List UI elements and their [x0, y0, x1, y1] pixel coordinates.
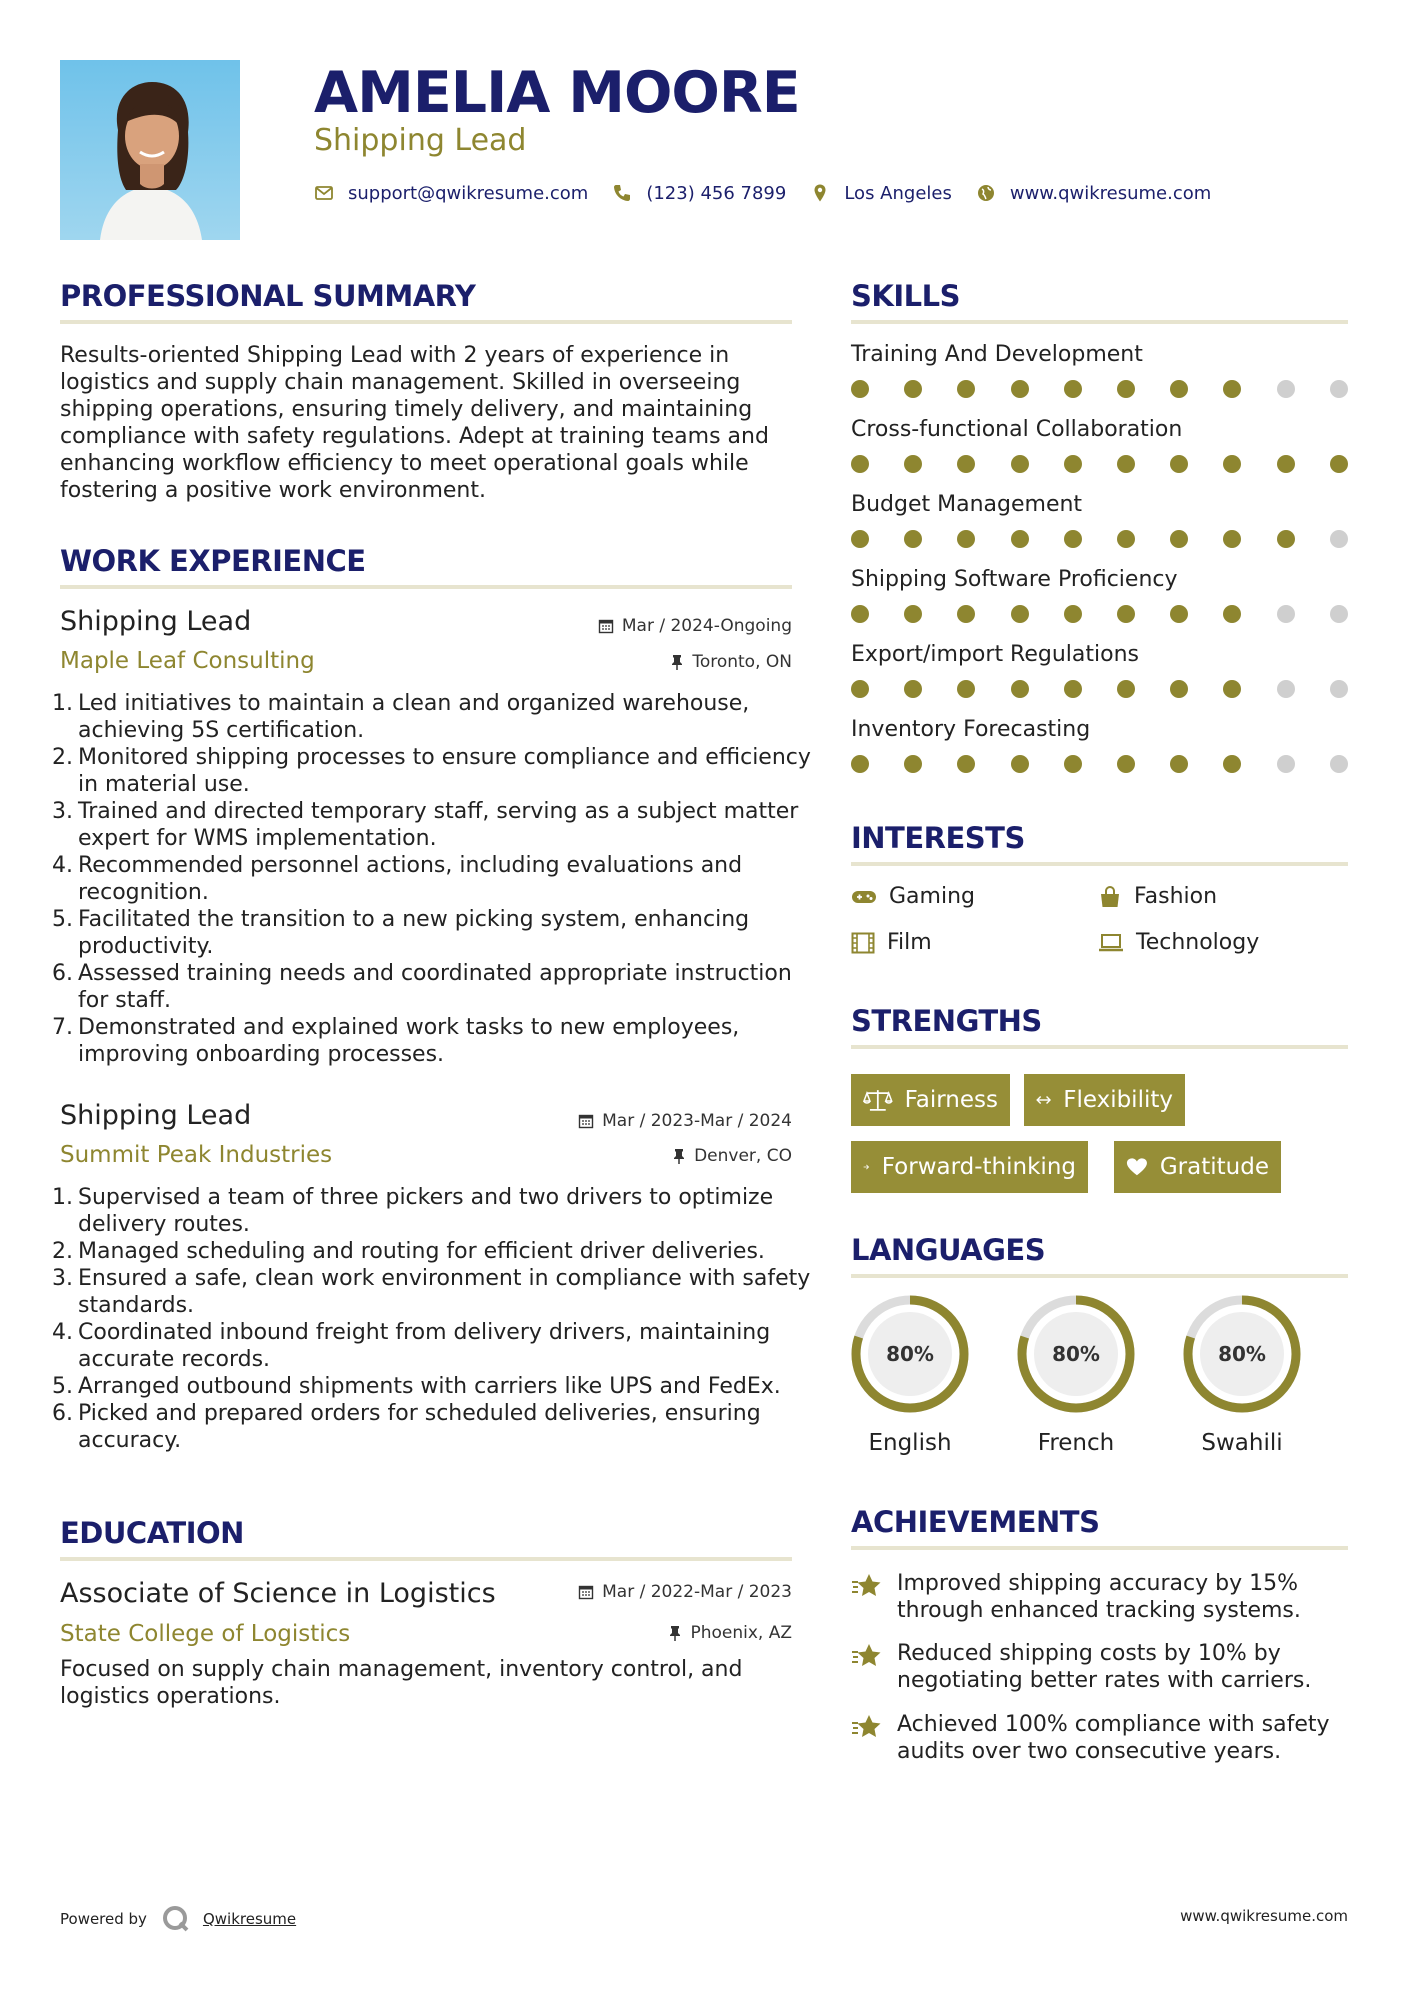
language-name: Swahili [1201, 1430, 1283, 1456]
rating-dot [1330, 680, 1348, 698]
job-company: Summit Peak Industries [60, 1142, 333, 1168]
star-icon [851, 1572, 883, 1600]
strengths-rule [851, 1045, 1348, 1049]
rating-dot [957, 380, 975, 398]
job-dates [500, 614, 792, 638]
rating-dot [904, 380, 922, 398]
strength-badge-flexibility [1024, 1074, 1185, 1126]
rating-dot [1330, 380, 1348, 398]
list-item: Managed scheduling and routing for efficient driver deliveries. [78, 1239, 765, 1264]
languages-heading: LANGUAGES [851, 1233, 1046, 1267]
job-dates [500, 1109, 792, 1133]
education-location-text: Phoenix, AZ [690, 1623, 792, 1643]
list-item: Ensured a safe, clean work environment in compliance with safety standards. [78, 1266, 811, 1318]
interest-technology [1098, 928, 1259, 958]
skills-rule [851, 320, 1348, 324]
heart-icon [1126, 1156, 1148, 1178]
job-location-text: Toronto, ON [692, 652, 792, 672]
candidate-title: Shipping Lead [314, 123, 527, 158]
rating-dot [1277, 755, 1295, 773]
achievement-text: Achieved 100% compliance with safety audits over two consecutive years. [897, 1712, 1330, 1764]
rating-dot [1117, 380, 1135, 398]
rating-dot [1064, 605, 1082, 623]
phone-icon [612, 183, 632, 203]
rating-dot [1011, 755, 1029, 773]
balance-scale-icon [863, 1088, 893, 1112]
rating-dot [851, 605, 869, 623]
list-item: Trained and directed temporary staff, serving as a subject matter expert for WMS implementation. [78, 799, 799, 851]
rating-dot [1117, 455, 1135, 473]
skills-heading: SKILLS [851, 279, 960, 313]
star-icon [851, 1642, 883, 1670]
strengths-heading: STRENGTHS [851, 1004, 1042, 1038]
rating-dot [1170, 455, 1188, 473]
list-item: Facilitated the transition to a new picking system, enhancing productivity. [78, 907, 750, 959]
rating-dot [1064, 455, 1082, 473]
rating-dot [1277, 380, 1295, 398]
rating-dot [1223, 605, 1241, 623]
achievement-item [851, 1570, 1348, 1624]
skill-name: Inventory Forecasting [851, 717, 1091, 742]
map-pin-icon [810, 183, 830, 203]
list-item: Recommended personnel actions, including evaluations and recognition. [78, 853, 743, 905]
achievement-item [851, 1640, 1348, 1694]
list-item: Assessed training needs and coordinated appropriate instruction for staff. [78, 961, 792, 1013]
education-dates [500, 1580, 792, 1604]
interest-label: Fashion [1134, 884, 1218, 909]
education-heading: EDUCATION [60, 1516, 244, 1550]
rating-dot [957, 755, 975, 773]
rating-dot [1277, 680, 1295, 698]
laptop-icon [1098, 933, 1124, 953]
rating-dot [1170, 605, 1188, 623]
skill-rating [851, 530, 1351, 550]
gamepad-icon [851, 888, 877, 906]
achievement-item [851, 1711, 1348, 1765]
education-dates-text: Mar / 2022-Mar / 2023 [602, 1582, 792, 1602]
rating-dot [1064, 530, 1082, 548]
skill-rating [851, 755, 1351, 775]
rating-dot [904, 530, 922, 548]
skill-name: Shipping Software Proficiency [851, 567, 1178, 592]
rating-dot [904, 755, 922, 773]
qwikresume-logo-icon [161, 1904, 191, 1934]
education-school: State College of Logistics [60, 1621, 351, 1647]
summary-text: Results-oriented Shipping Lead with 2 years of experience in logistics and supply chain management. Skilled in overseeing shipping operations, ensuring timely delivery, and maintaining compliance with safety regulations. Adept at training teams and enhancing workflow efficiency to meet operational goals while fostering a positive work environment. [60, 343, 769, 503]
job-title: Shipping Lead [60, 606, 252, 637]
rating-dot [1117, 680, 1135, 698]
rating-dot [904, 605, 922, 623]
rating-dot [957, 605, 975, 623]
rating-dot [1011, 530, 1029, 548]
language-percent: 80% [1052, 1342, 1100, 1366]
strength-badge-fairness [851, 1074, 1010, 1126]
arrows-horizontal-icon [1036, 1090, 1051, 1110]
rating-dot [1170, 755, 1188, 773]
rating-dot [1277, 455, 1295, 473]
skill-rating [851, 680, 1351, 700]
rating-dot [1277, 605, 1295, 623]
contact-phone[interactable]: (123) 456 7899 [646, 182, 787, 204]
experience-heading: WORK EXPERIENCE [60, 544, 366, 578]
interest-fashion [1098, 882, 1217, 912]
footer-site[interactable]: www.qwikresume.com [1180, 1907, 1348, 1925]
shopping-bag-icon [1098, 886, 1122, 908]
star-icon [851, 1713, 883, 1741]
achievement-text: Improved shipping accuracy by 15% through enhanced tracking systems. [897, 1571, 1301, 1623]
film-icon [851, 932, 875, 954]
rating-dot [1223, 380, 1241, 398]
education-degree: Associate of Science in Logistics [60, 1578, 496, 1609]
envelope-icon [314, 183, 334, 203]
qwikresume-link[interactable]: Qwikresume [202, 1910, 297, 1928]
achievements-rule [851, 1546, 1348, 1550]
rating-dot [851, 380, 869, 398]
language-name: English [868, 1430, 952, 1456]
calendar-icon [578, 1584, 594, 1600]
rating-dot [851, 755, 869, 773]
experience-rule [60, 585, 792, 589]
summary-heading: PROFESSIONAL SUMMARY [60, 279, 476, 313]
skill-rating [851, 605, 1351, 625]
rating-dot [1170, 680, 1188, 698]
language-name: French [1037, 1430, 1115, 1456]
pushpin-icon [668, 1625, 682, 1641]
list-item: Demonstrated and explained work tasks to new employees, improving onboarding processes. [78, 1015, 740, 1067]
rating-dot [851, 455, 869, 473]
profile-photo [60, 60, 240, 240]
skill-rating [851, 455, 1351, 475]
interests-rule [851, 862, 1348, 866]
contact-email[interactable]: support@qwikresume.com [348, 182, 589, 204]
list-item: Led initiatives to maintain a clean and organized warehouse, achieving 5S certification. [78, 691, 750, 743]
rating-dot [1117, 755, 1135, 773]
skill-name: Training And Development [851, 342, 1143, 367]
education-rule [60, 1557, 792, 1561]
rating-dot [851, 530, 869, 548]
rating-dot [1223, 455, 1241, 473]
job-dates-text: Mar / 2024-Ongoing [621, 616, 792, 636]
pushpin-icon [670, 654, 684, 670]
job-company: Maple Leaf Consulting [60, 648, 315, 674]
rating-dot [1330, 605, 1348, 623]
interest-film [851, 928, 932, 958]
rating-dot [1330, 530, 1348, 548]
contact-location: Los Angeles [844, 182, 952, 204]
job-bullets [60, 690, 818, 1068]
rating-dot [1117, 605, 1135, 623]
rating-dot [1330, 755, 1348, 773]
language-percent: 80% [886, 1342, 934, 1366]
globe-icon [976, 183, 996, 203]
strength-label: Forward-thinking [881, 1154, 1076, 1180]
rating-dot [957, 530, 975, 548]
skills-list [851, 340, 1351, 780]
job-bullets [60, 1184, 818, 1454]
job-dates-text: Mar / 2023-Mar / 2024 [602, 1111, 792, 1131]
rating-dot [1011, 680, 1029, 698]
rating-dot [1064, 755, 1082, 773]
rating-dot [904, 680, 922, 698]
interest-label: Technology [1136, 930, 1260, 955]
contact-website[interactable]: www.qwikresume.com [1009, 182, 1212, 204]
interest-gaming [851, 882, 975, 912]
list-item: Arranged outbound shipments with carriers like UPS and FedEx. [78, 1374, 781, 1399]
rating-dot [957, 455, 975, 473]
powered-by-text: Powered by [60, 1910, 147, 1928]
education-location [500, 1621, 792, 1645]
job-location-text: Denver, CO [694, 1146, 792, 1166]
job-location [500, 1144, 792, 1168]
language-percent: 80% [1218, 1342, 1266, 1366]
rating-dot [1064, 380, 1082, 398]
job-title: Shipping Lead [60, 1100, 252, 1131]
list-item: Coordinated inbound freight from delivery drivers, maintaining accurate records. [78, 1320, 771, 1372]
achievement-text: Reduced shipping costs by 10% by negotiating better rates with carriers. [897, 1641, 1312, 1693]
interest-label: Gaming [889, 884, 975, 909]
strength-label: Flexibility [1063, 1087, 1173, 1113]
rating-dot [1223, 530, 1241, 548]
list-item: Supervised a team of three pickers and two drivers to optimize delivery routes. [78, 1185, 774, 1237]
rating-dot [1223, 680, 1241, 698]
interest-label: Film [887, 930, 932, 955]
strength-label: Gratitude [1159, 1154, 1269, 1180]
skill-name: Budget Management [851, 492, 1083, 517]
summary-rule [60, 320, 792, 324]
rating-dot [1223, 755, 1241, 773]
contact-bar [314, 178, 1235, 208]
rating-dot [1064, 680, 1082, 698]
strength-badge-forward-thinking [851, 1141, 1088, 1193]
rating-dot [957, 680, 975, 698]
rating-dot [1117, 530, 1135, 548]
list-item: Picked and prepared orders for scheduled deliveries, ensuring accuracy. [78, 1401, 761, 1453]
interests-heading: INTERESTS [851, 821, 1025, 855]
candidate-name: AMELIA MOORE [314, 60, 800, 126]
arrow-right-icon [863, 1157, 870, 1177]
calendar-icon [598, 618, 614, 634]
list-item: Monitored shipping processes to ensure compliance and efficiency in material use. [78, 745, 811, 797]
languages-list [848, 1292, 1348, 1472]
rating-dot [851, 680, 869, 698]
job-location [500, 650, 792, 674]
calendar-icon [578, 1113, 594, 1129]
strength-badge-gratitude [1114, 1141, 1281, 1193]
strength-label: Fairness [904, 1087, 998, 1113]
rating-dot [1011, 605, 1029, 623]
skill-rating [851, 380, 1351, 400]
skill-name: Export/import Regulations [851, 642, 1139, 667]
rating-dot [1330, 455, 1348, 473]
achievements-heading: ACHIEVEMENTS [851, 1505, 1100, 1539]
rating-dot [1170, 530, 1188, 548]
footer-powered [60, 1904, 296, 1934]
rating-dot [1170, 380, 1188, 398]
education-text: Focused on supply chain management, inventory control, and logistics operations. [60, 1657, 743, 1709]
rating-dot [904, 455, 922, 473]
rating-dot [1011, 380, 1029, 398]
skill-name: Cross-functional Collaboration [851, 417, 1183, 442]
pushpin-icon [672, 1148, 686, 1164]
rating-dot [1011, 455, 1029, 473]
languages-rule [851, 1274, 1348, 1278]
rating-dot [1277, 530, 1295, 548]
